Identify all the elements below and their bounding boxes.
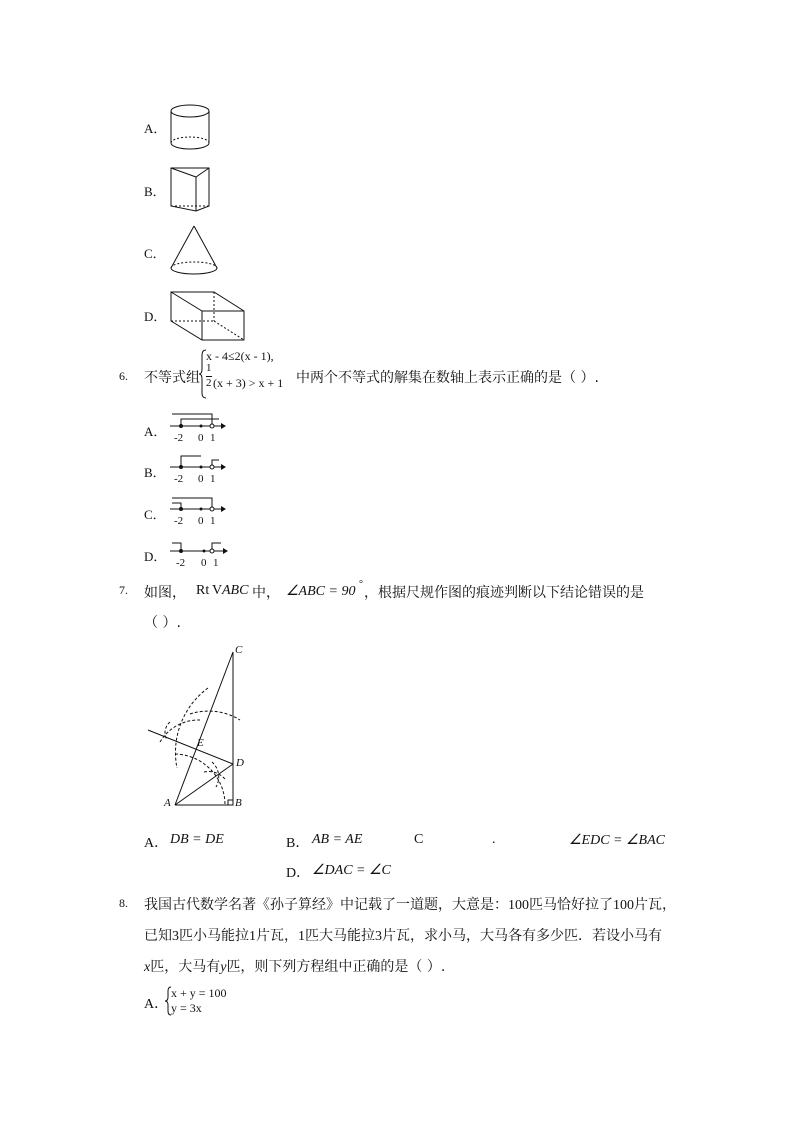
q5-option-d-label: D． [144, 309, 167, 324]
q7-triangle-symbol: V [212, 583, 223, 598]
q8-line1 [144, 894, 676, 914]
q5-option-a-label: A． [144, 121, 167, 136]
q7-stem-c: ，根据尺规作图的痕迹判断以下结论错误的是 [364, 585, 644, 601]
number-line-b-tick-neg2: -2 [174, 473, 184, 485]
q7-stem-d: （ ）. [144, 615, 181, 631]
cylinder-figure [168, 102, 212, 152]
q8-number-3a: 3 [172, 929, 179, 944]
number-line-d [168, 535, 230, 559]
number-line-a-tick-1: 1 [210, 432, 216, 444]
q8-option-a-eq1: x + y = 100 [171, 986, 227, 1000]
number-line-d-tick-1: 1 [213, 557, 219, 569]
q8-line2-d: 匹大马能拉 [305, 928, 375, 944]
q8-line2-a: 已知 [144, 928, 172, 944]
q6-option-d-label: D． [144, 549, 167, 564]
q6-inequality-1: x - 4≤2(x - 1), [206, 349, 274, 363]
number-line-d-tick-neg2: -2 [176, 557, 186, 569]
q7-point-a: A [164, 797, 171, 809]
q8-line1-c: 片瓦， [634, 897, 676, 913]
q8-line2 [144, 925, 662, 945]
q7-option-d-label: D． [286, 866, 311, 881]
q7-rt: Rt [196, 583, 210, 598]
q8-number-100b: 100 [613, 898, 634, 913]
q6-option-c-label: C． [144, 507, 166, 522]
q7-point-e: E [197, 737, 204, 749]
q8-number-1a: 1 [249, 929, 256, 944]
number-line-c-tick-1: 1 [210, 515, 216, 527]
q8-number: 8. [119, 896, 128, 910]
q6-suffix: 中两个不等式的解集在数轴上表示正确的是（ ）. [296, 370, 599, 386]
number-line-c-tick-0: 0 [198, 515, 204, 527]
q8-line1-a: 我国古代数学名著《孙子算经》中记载了一道题，大意是： [144, 897, 508, 913]
q8-line2-c: 片瓦， [256, 928, 298, 944]
q5-option-c-label: C． [144, 246, 166, 261]
q6-inequality-2: (x + 3) > x + 1 [213, 376, 284, 390]
number-line-c-tick-neg2: -2 [174, 515, 184, 527]
q8-line3-b: 匹，则下列方程组中正确的是（ ）. [226, 959, 446, 975]
q7-point-c: C [235, 644, 243, 656]
number-line-a-tick-0: 0 [198, 432, 204, 444]
q8-line2-b: 匹小马能拉 [179, 928, 249, 944]
number-line-b [168, 451, 228, 475]
q6-number: 6. [119, 369, 128, 383]
q8-var-y: y [220, 960, 227, 975]
q8-line2-e: 片瓦，求小马，大马各有多少匹．若设小马有 [382, 928, 662, 944]
q7-option-c-text: ∠EDC = ∠BAC [569, 833, 665, 848]
number-line-d-tick-0: 0 [201, 557, 207, 569]
rectangular-prism-figure [168, 290, 248, 342]
q8-option-a-label: A． [144, 997, 169, 1012]
number-line-c [168, 493, 228, 517]
q6-prefix: 不等式组 [144, 370, 200, 386]
q8-number-3b: 3 [375, 929, 382, 944]
q8-number-1b: 1 [298, 929, 305, 944]
q6-option-a-label: A． [144, 424, 167, 439]
q6-option-b-label: B． [144, 465, 166, 480]
number-line-b-tick-0: 0 [198, 473, 204, 485]
q7-point-b: B [235, 797, 242, 809]
q7-geometry-figure [140, 642, 260, 814]
triangular-prism-figure [168, 165, 214, 215]
q7-option-d-text: ∠DAC = ∠C [312, 863, 391, 878]
q6-frac-numerator: 1 [206, 362, 212, 374]
q7-point-d: D [236, 757, 244, 769]
q8-var-x: x [144, 960, 151, 975]
q7-option-b-text: AB = AE [312, 832, 363, 847]
q8-line1-b: 匹马恰好拉了 [529, 897, 613, 913]
q8-line3 [144, 956, 445, 976]
number-line-a-tick-neg2: -2 [174, 432, 184, 444]
number-line-a [168, 410, 228, 434]
q7-stem-a: 如图， [144, 585, 186, 601]
q5-option-b-label: B． [144, 184, 166, 199]
q7-stem-b: 中， [252, 585, 280, 601]
q7-option-c-dot: . [492, 832, 496, 847]
number-line-b-tick-1: 1 [210, 473, 216, 485]
q8-option-a-eq2: y = 3x [171, 1001, 202, 1015]
q7-degree: ° [359, 579, 363, 590]
q8-number-100a: 100 [508, 898, 529, 913]
q7-triangle-abc: ABC [222, 583, 249, 598]
q8-line3-a: 匹，大马有 [150, 959, 221, 975]
cone-figure [168, 224, 220, 278]
q7-option-a-text: DB = DE [170, 832, 224, 847]
q7-option-c-label: C [414, 832, 424, 847]
q6-frac-denominator: 2 [206, 377, 212, 389]
q7-option-a-label: A． [144, 836, 169, 851]
q7-angle: ∠ABC = 90 [286, 584, 356, 599]
q7-option-b-label: B． [286, 836, 310, 851]
q7-number: 7. [119, 583, 128, 597]
